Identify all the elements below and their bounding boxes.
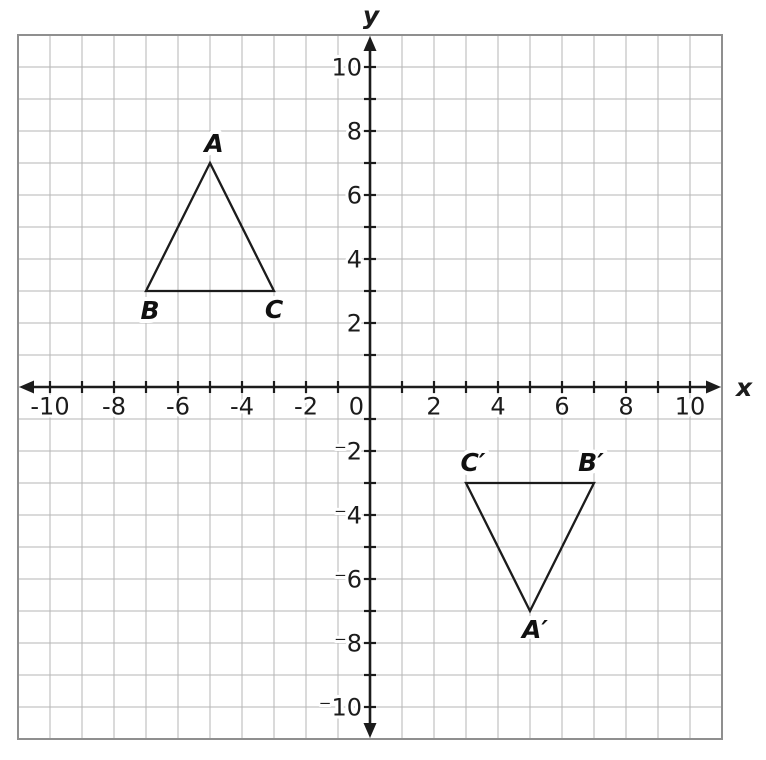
y-tick-label: ⁻8 <box>334 629 362 658</box>
x-tick-label: -4 <box>230 392 254 421</box>
y-tick-label: 2 <box>346 309 362 338</box>
vertex-label-B: B <box>140 295 160 325</box>
x-tick-label: 6 <box>554 392 570 421</box>
x-axis-right-arrow-icon <box>706 381 721 394</box>
vertex-label-C: C <box>264 294 284 324</box>
origin-label: 0 <box>348 392 364 421</box>
x-tick-label: 2 <box>426 392 442 421</box>
y-tick-label: 4 <box>346 245 362 274</box>
x-tick-label: 10 <box>674 392 706 421</box>
y-axis-label: y <box>362 0 380 30</box>
x-axis-label: x <box>736 372 753 402</box>
y-tick-label: ⁻6 <box>334 565 362 594</box>
x-tick-label: 8 <box>618 392 634 421</box>
y-axis-up-arrow-icon <box>364 36 377 51</box>
vertex-label-A-prime: A′ <box>522 614 548 644</box>
y-tick-label: ⁻2 <box>334 437 362 466</box>
x-tick-label: -8 <box>102 392 126 421</box>
y-tick-label: ⁻10 <box>318 693 362 722</box>
y-tick-label: 10 <box>331 53 362 82</box>
y-tick-label: 8 <box>346 117 362 146</box>
x-tick-label: -6 <box>166 392 190 421</box>
x-tick-label: -2 <box>294 392 318 421</box>
axes <box>19 1 753 738</box>
vertex-label-A: A <box>204 128 224 158</box>
x-axis-tick-labels <box>30 392 705 420</box>
y-tick-label: ⁻4 <box>334 501 362 530</box>
x-tick-label: 4 <box>490 392 506 421</box>
y-axis-down-arrow-icon <box>364 723 377 738</box>
triangle-A'B'C' <box>461 448 605 644</box>
x-tick-label: -10 <box>30 392 70 421</box>
vertex-label-B-prime: B′ <box>578 447 604 477</box>
y-tick-label: 6 <box>346 181 362 210</box>
vertex-label-C-prime: C′ <box>460 447 486 477</box>
